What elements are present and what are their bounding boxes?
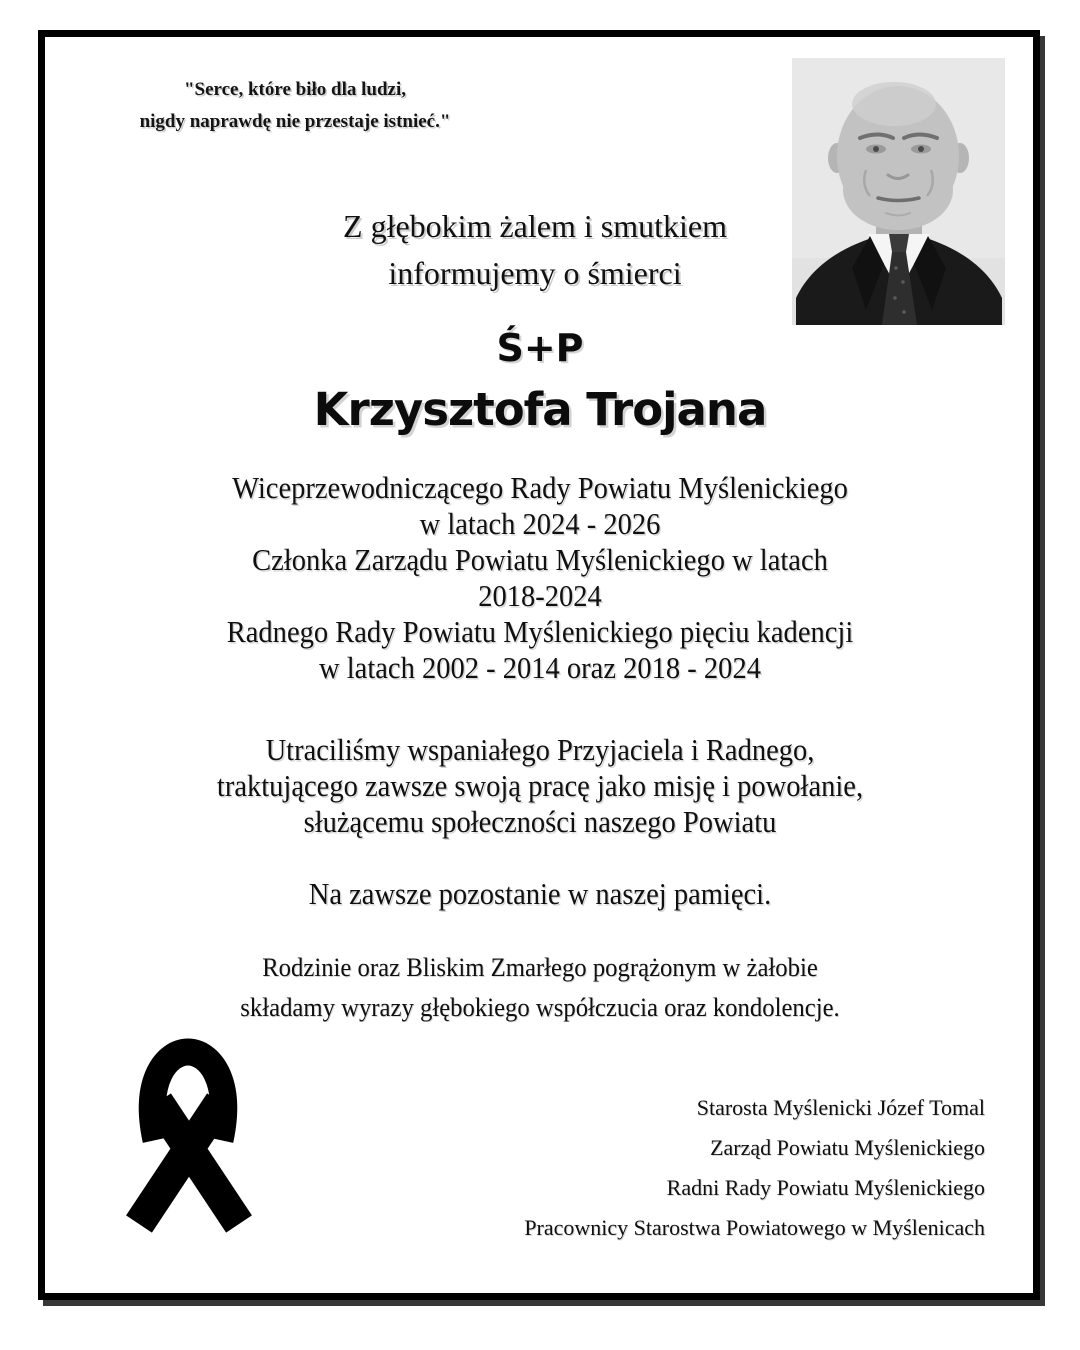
position-line: 2018-2024 xyxy=(478,578,602,613)
memorial-quote xyxy=(45,74,545,138)
signature-line: Starosta Myślenicki Józef Tomal xyxy=(696,1095,985,1120)
quote-line-1: "Serce, które biło dla ludzi, xyxy=(183,79,407,100)
condolence-line: Rodzinie oraz Bliskim Zmarłego pogrążonym w żałobie xyxy=(262,953,818,982)
announcement-line-1: Z głębokim żalem i smutkiem xyxy=(343,208,727,244)
signature-line: Zarząd Powiatu Myślenickiego xyxy=(710,1135,985,1160)
tribute-line: traktującego zawsze swoją pracę jako misję i powołanie, xyxy=(216,768,864,803)
condolence-paragraph xyxy=(141,948,939,1028)
tribute-paragraph xyxy=(126,732,954,840)
positions-held-list xyxy=(126,470,954,686)
mourning-ribbon-icon xyxy=(103,1032,273,1244)
signature-line: Radni Rady Powiatu Myślenickiego xyxy=(666,1175,985,1200)
signature-block xyxy=(400,1088,985,1248)
quote-line-2: nigdy naprawdę nie przestaje istnieć." xyxy=(139,111,451,132)
tribute-line: służącemu społeczności naszego Powiatu xyxy=(303,804,777,839)
announcement-heading xyxy=(140,203,930,297)
position-line: w latach 2024 - 2026 xyxy=(419,506,661,541)
signature-line: Pracownicy Starostwa Powiatowego w Myślenicach xyxy=(524,1215,985,1240)
position-line: w latach 2002 - 2014 oraz 2018 - 2024 xyxy=(319,650,761,685)
honorific-sp: Ś+P xyxy=(496,326,584,370)
position-line: Członka Zarządu Powiatu Myślenickiego w latach xyxy=(252,542,828,577)
remembrance-line: Na zawsze pozostanie w naszej pamięci. xyxy=(308,876,772,911)
deceased-name: Krzysztofa Trojana xyxy=(313,383,767,436)
position-line: Radnego Rady Powiatu Myślenickiego pięciu kadencji xyxy=(226,614,854,649)
tribute-line: Utraciliśmy wspaniałego Przyjaciela i Radnego, xyxy=(265,732,815,767)
condolence-line: składamy wyrazy głębokiego współczucia oraz kondolencje. xyxy=(240,993,840,1022)
announcement-line-2: informujemy o śmierci xyxy=(388,255,682,291)
position-line: Wiceprzewodniczącego Rady Powiatu Myślenickiego xyxy=(232,470,848,505)
